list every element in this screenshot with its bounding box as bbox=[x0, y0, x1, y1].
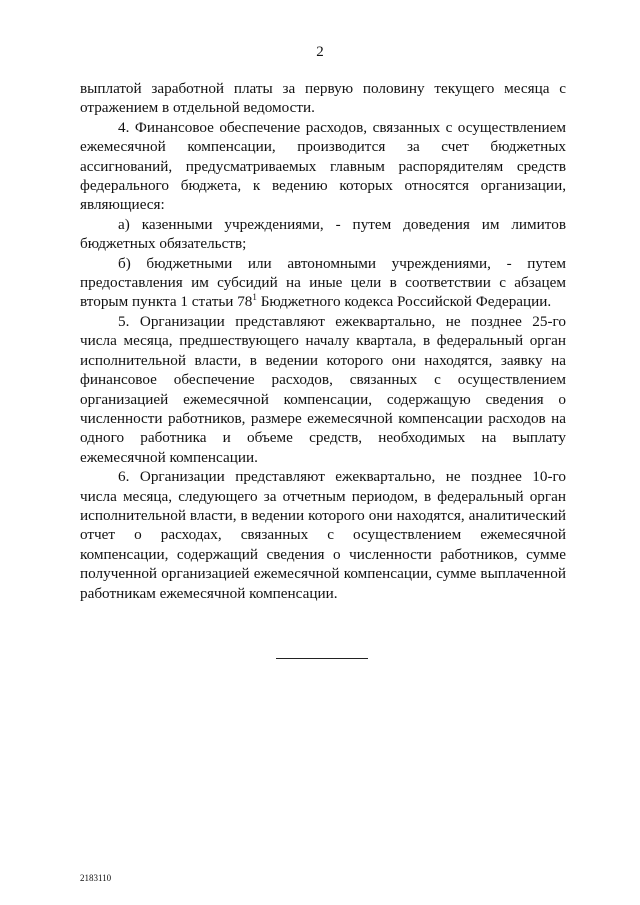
page-number: 2 bbox=[316, 44, 324, 60]
paragraph-4b-tail: Бюджетного кодекса Российской Федерации. bbox=[256, 293, 552, 311]
paragraph-6: 6. Организации представляют ежеквартально, не позднее 10-го числа месяца, следующего за отчетным периодом, в федеральный орган исполнительной власти, в ведении которого они находятся, аналитический отчет о расходах, связанных с осуществлением ежемесячной компенсации, содержащий сведения о численности работников, сумме полученной организацией ежемесячной компенсации, сумме выплаченной работникам ежемесячной компенсации. bbox=[80, 468, 566, 602]
paragraph-5: 5. Организации представляют ежеквартально, не позднее 25-го числа месяца, предшествующего началу квартала, в федеральный орган исполнительной власти, в ведении которого они находятся, заявку на финансовое обеспечение расходов, связанных с осуществлением организацией ежемесячной компенсации, содержащую сведения о численности работников, размере ежемесячной компенсации расходов на одного работника и объеме средств, необходимых на выплату ежемесячной компенсации. bbox=[80, 312, 566, 466]
paragraph-4b bbox=[80, 254, 566, 312]
paragraph-4: 4. Финансовое обеспечение расходов, связанных с осуществлением ежемесячной компенсации, производится за счет бюджетных ассигнований, предусматриваемых главным распорядителям средств федерального бюджета, к ведению которых относятся организации, являющиеся: bbox=[80, 118, 566, 214]
paragraph-4a: а) казенными учреждениями, - путем доведения им лимитов бюджетных обязательств; bbox=[80, 215, 566, 253]
paragraph-continuation: выплатой заработной платы за первую половину текущего месяца с отражением в отдельной ведомости. bbox=[80, 80, 566, 117]
paragraph-4b-main: б) бюджетными или автономными учреждениями, - путем предоставления им субсидий на иные цели в соответствии с абзацем вторым пункта 1 статьи 78 bbox=[80, 254, 566, 311]
end-separator-line bbox=[276, 658, 368, 659]
article-superscript: 1 bbox=[252, 292, 257, 303]
document-code: 2183110 bbox=[80, 873, 112, 883]
document-body bbox=[80, 79, 566, 603]
